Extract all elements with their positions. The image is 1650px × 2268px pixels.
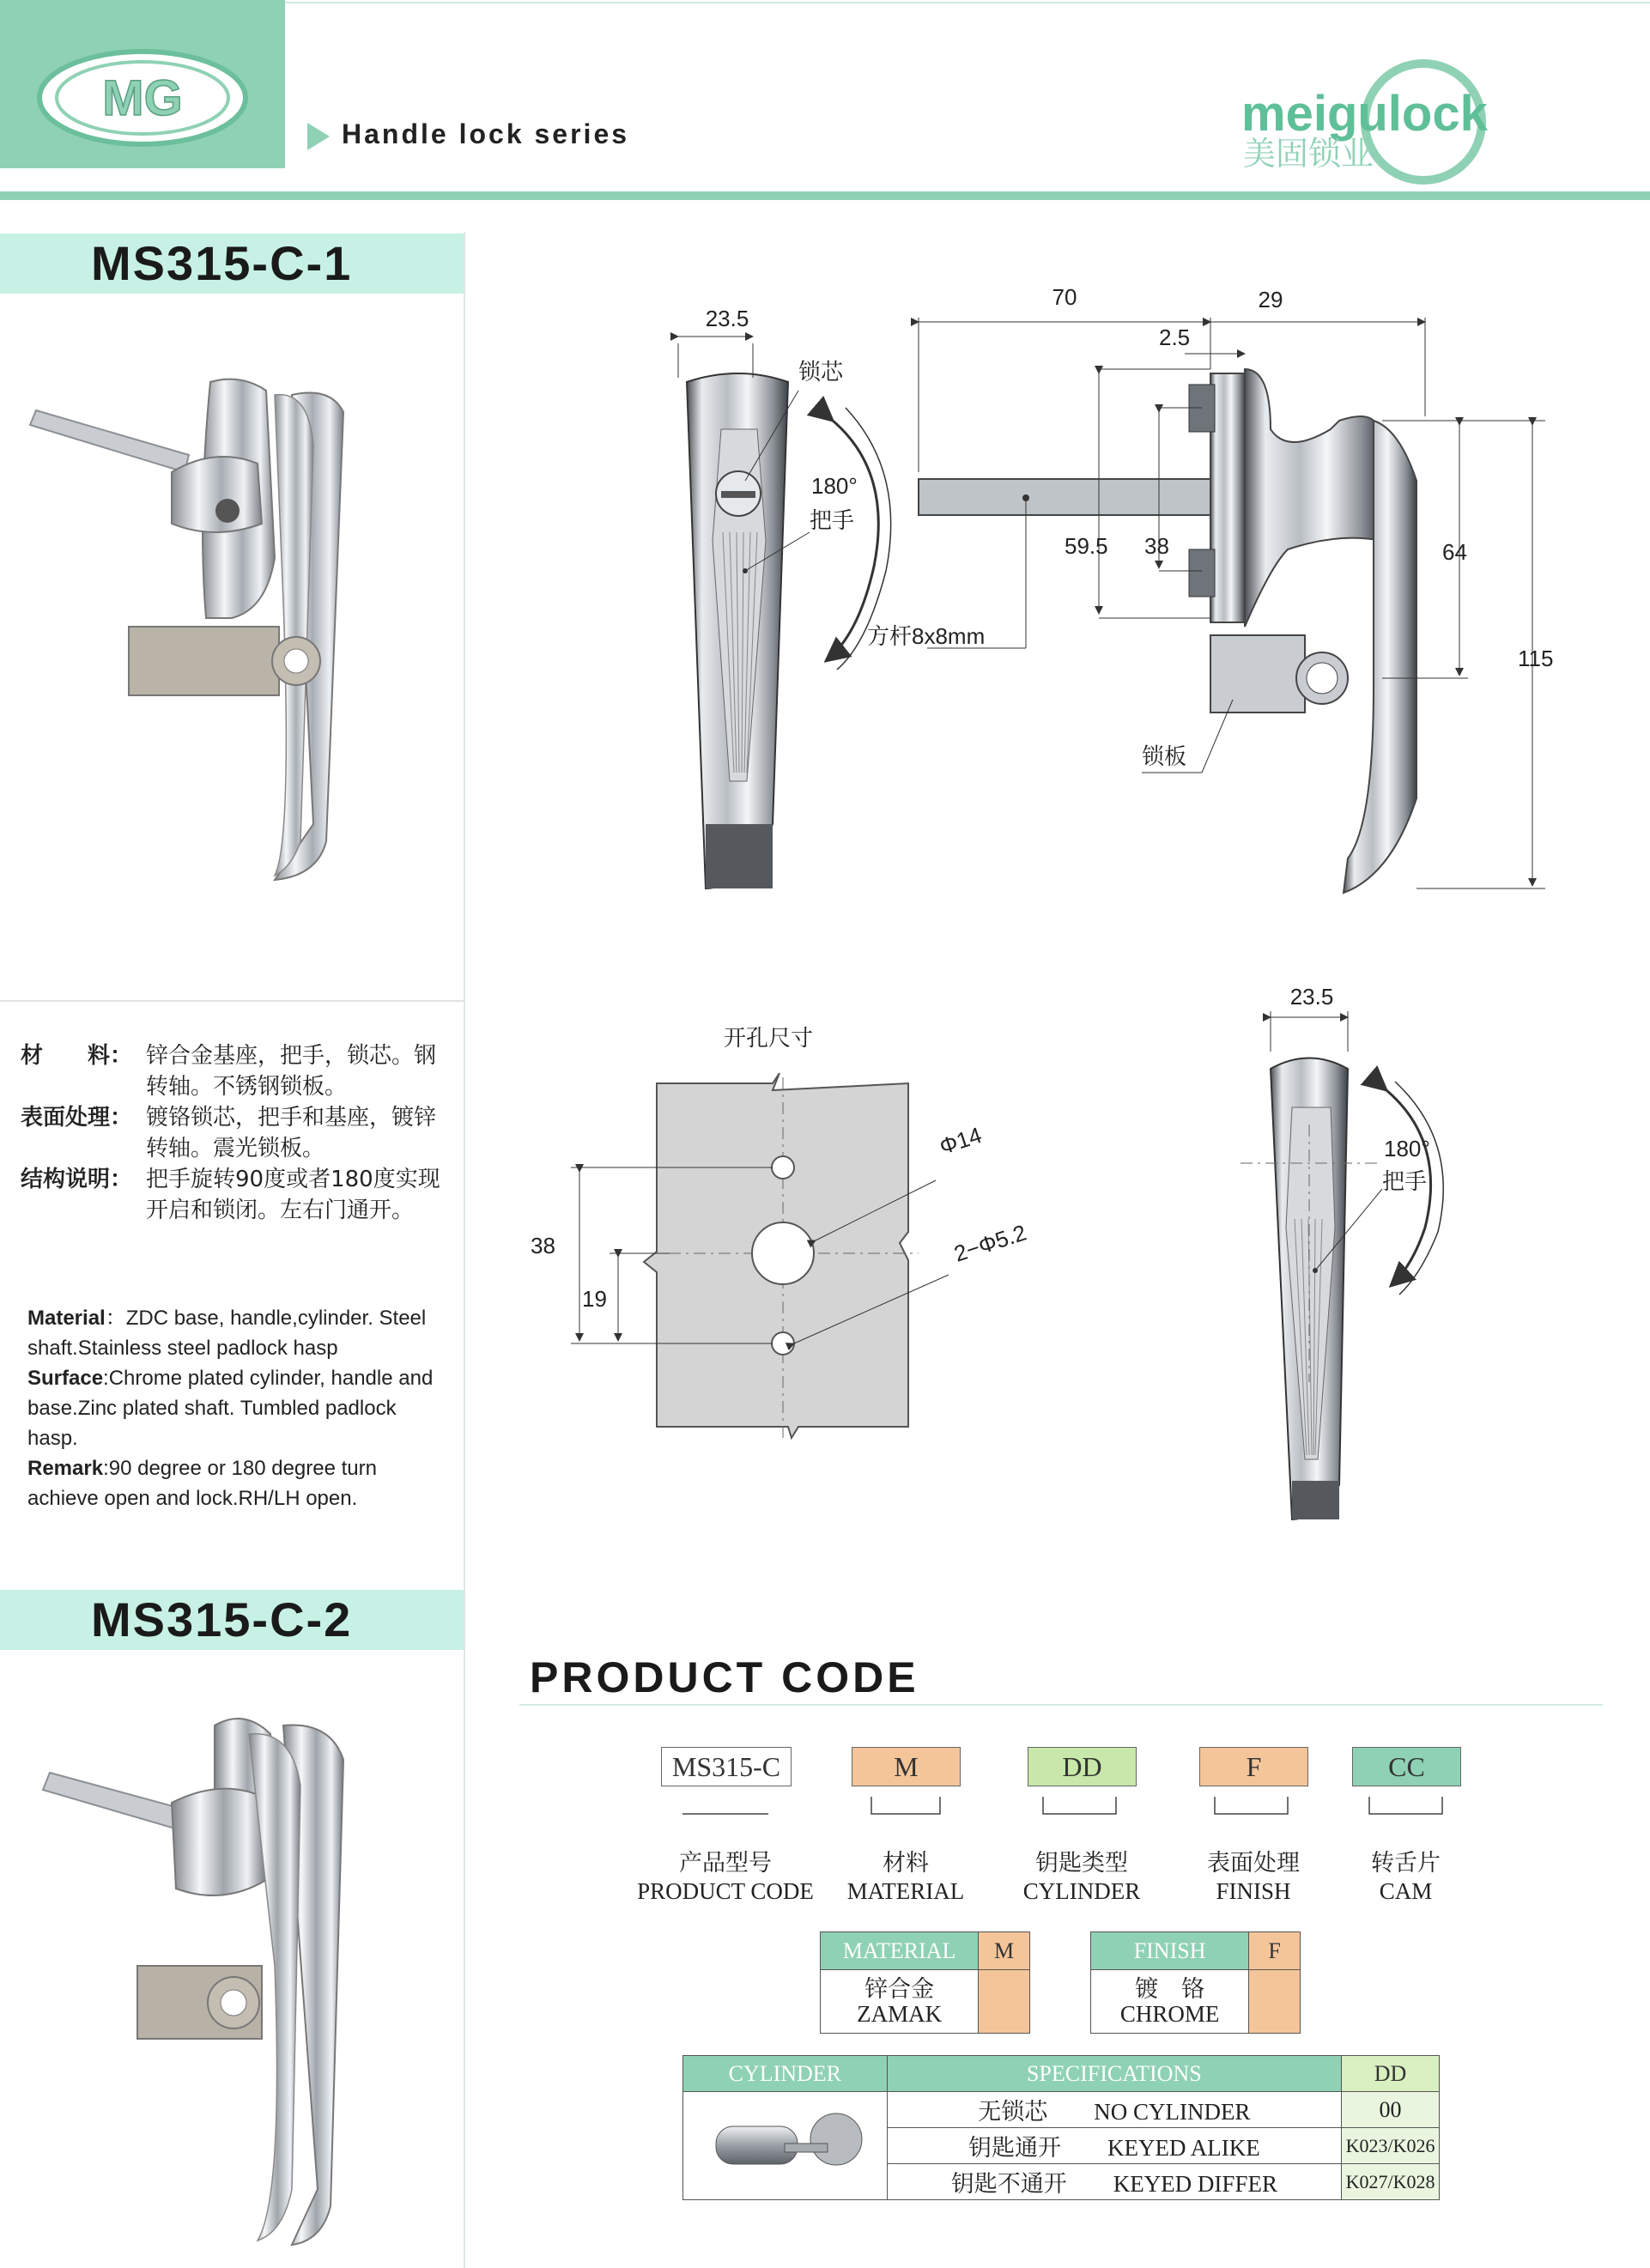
spec-en-surface-key: Surface: [27, 1367, 104, 1390]
product-image-2: [34, 1708, 455, 2258]
dim-64: 64: [1442, 539, 1467, 565]
code-row: [637, 1747, 1515, 1910]
brand-cn: 美固锁业: [1243, 136, 1374, 173]
cyl-code-2: K027/K028: [1342, 2164, 1440, 2200]
front2-angle: 180°: [1384, 1136, 1430, 1161]
model-title-2: MS315-C-2: [91, 1592, 353, 1646]
section-separator: [0, 1000, 464, 1002]
model-title-1: MS315-C-1: [91, 236, 353, 290]
spec-en-material-key: Material: [27, 1307, 106, 1330]
series-text: Handle lock series: [342, 118, 630, 149]
spec-en: Material：ZDC base, handle,cylinder. Steel shaft.Stainless steel padlock hasp Surface:Chrome plated cylinder, handle and base.Zinc plated shaft. Tumbled padlock hasp. Remark:90 degree or 180 degree turn achieve open and lock.RH/LH open.: [27, 1307, 434, 1510]
drawing-cutout: [515, 1004, 1073, 1451]
finish-table: [1090, 1931, 1301, 2034]
material-code: M: [979, 1932, 1030, 1970]
spec-en-remark-key: Remark: [27, 1457, 104, 1480]
cutout-dim-38: 38: [531, 1233, 555, 1258]
cutout-hole-small: 2−Φ5.2: [950, 1219, 1030, 1267]
code-label-cylinder: 钥匙类型 CYLINDER: [1022, 1850, 1141, 1904]
mg-logo-icon: [0, 0, 285, 168]
spec-head: SPECIFICATIONS: [887, 2056, 1341, 2092]
finish-head: FINISH: [1091, 1932, 1249, 1970]
cyl-row-2: 钥匙不通开 KEYED DIFFER: [887, 2164, 1341, 2200]
cylinder-table: [682, 2055, 1440, 2200]
product-code-title: PRODUCT CODE: [530, 1653, 919, 1701]
model-bar-1: [0, 233, 464, 294]
material-head: MATERIAL: [821, 1932, 979, 1970]
product-image-1: [17, 343, 446, 910]
drawing-top: [515, 258, 1631, 910]
dim-front2-width: 23.5: [1289, 984, 1334, 1010]
finish-value: 镀 铬 CHROME: [1091, 1970, 1249, 2034]
dim-38-side: 38: [1144, 533, 1169, 559]
cyl-row-1: 钥匙通开 KEYED ALIKE: [887, 2128, 1341, 2164]
code-material: M: [852, 1747, 961, 1786]
label-handle: 把手: [810, 507, 855, 533]
front2-handle: 把手: [1382, 1168, 1428, 1194]
spec-en-remark-val: 90 degree or 180 degree turn achieve open and lock.RH/LH open.: [27, 1457, 377, 1510]
cyl-row-0: 无锁芯 NO CYLINDER: [887, 2092, 1341, 2128]
code-product: MS315-C: [661, 1747, 792, 1786]
header-logo-block: [0, 0, 285, 168]
cylinder-head: CYLINDER: [683, 2056, 888, 2092]
product-code-rule: [519, 1704, 1603, 1706]
brand-logo: [1236, 53, 1562, 191]
code-label-finish: 表面处理 FINISH: [1207, 1850, 1300, 1904]
code-cylinder: DD: [1028, 1747, 1137, 1786]
cylinder-image-cell: [683, 2092, 888, 2200]
dim-115: 115: [1518, 646, 1554, 671]
model-bar-2: [0, 1590, 464, 1650]
spec-cn-material: 材 料： 锌合金基座，把手，锁芯。钢转轴。不锈钢锁板。: [21, 1043, 437, 1100]
spec-cn-surface: 表面处理： 镀铬锁芯，把手和基座，镀锌转轴。震光锁板。: [21, 1105, 437, 1161]
dim-front-width: 23.5: [705, 306, 749, 331]
dim-29: 29: [1258, 287, 1283, 312]
label-angle: 180°: [811, 473, 858, 499]
code-cam: CC: [1352, 1747, 1461, 1786]
dim-2-5: 2.5: [1159, 324, 1191, 350]
dd-head: DD: [1342, 2056, 1440, 2092]
label-cam: 锁板: [1142, 743, 1187, 769]
logo-text: MG: [102, 70, 183, 126]
code-label-material: 材料 MATERIAL: [846, 1850, 965, 1904]
material-value: 锌合金 ZAMAK: [821, 1970, 979, 2034]
code-label-cam: 转舌片 CAM: [1371, 1850, 1441, 1904]
code-finish: F: [1199, 1747, 1308, 1786]
material-table: [820, 1931, 1030, 2034]
spec-cn-remark: 结构说明： 把手旋转90度或者180度实现开启和锁闭。左右门通开。: [21, 1167, 440, 1223]
spec-en-material-val: ZDC base, handle,cylinder. Steel shaft.Stainless steel padlock hasp: [27, 1307, 427, 1360]
code-label-product: 产品型号 PRODUCT CODE: [637, 1850, 814, 1904]
spec-cn: [21, 1040, 450, 1226]
brand-en: meigulock: [1241, 86, 1488, 142]
triangle-icon: [307, 123, 330, 150]
cutout-hole-big: Φ14: [936, 1121, 986, 1160]
cylinder-key-icon: [699, 2096, 870, 2191]
dim-59-5: 59.5: [1065, 533, 1108, 559]
series-label: [307, 118, 629, 150]
label-shaft: 方杆8x8mm: [867, 623, 986, 649]
cyl-code-1: K023/K026: [1342, 2128, 1440, 2164]
cyl-code-0: 00: [1342, 2092, 1440, 2128]
drawing-front-2: [1219, 970, 1494, 1545]
column-divider: [464, 232, 465, 2268]
dim-70: 70: [1052, 284, 1077, 310]
label-cylinder: 锁芯: [798, 359, 844, 385]
spec-en-surface-val: Chrome plated cylinder, handle and base.Zinc plated shaft. Tumbled padlock hasp.: [27, 1367, 434, 1450]
cutout-title: 开孔尺寸: [723, 1025, 814, 1051]
finish-code: F: [1249, 1932, 1301, 1970]
header-rule: [0, 191, 1650, 200]
cutout-dim-19: 19: [582, 1286, 607, 1312]
